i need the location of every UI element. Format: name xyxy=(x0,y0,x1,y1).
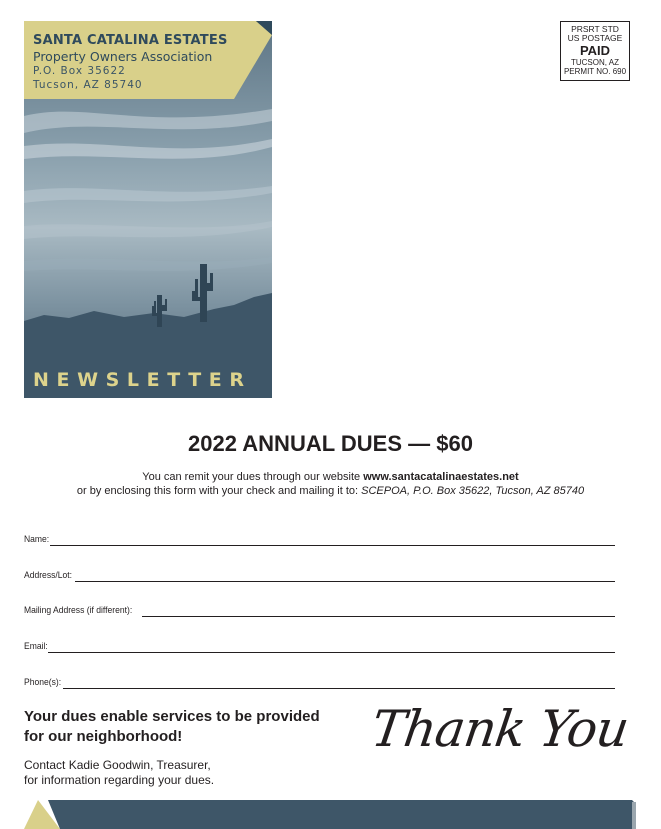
name-line[interactable] xyxy=(50,544,615,546)
email-line[interactable] xyxy=(48,651,615,653)
org-city: Tucson, AZ 85740 xyxy=(33,79,143,91)
name-label: Name: xyxy=(24,534,50,545)
newsletter-masthead: NEWSLETTER xyxy=(33,369,252,391)
mailing-address-label: Mailing Address (if different): xyxy=(24,605,133,616)
postage-line-1: PRSRT STD xyxy=(571,24,619,34)
address-label: Address/Lot: xyxy=(24,570,73,581)
contact-line-1: Contact Kadie Goodwin, Treasurer, xyxy=(24,758,211,772)
bottom-bar xyxy=(24,800,636,829)
postage-line-4: TUCSON, AZ xyxy=(570,58,619,67)
org-subtitle: Property Owners Association xyxy=(33,49,213,64)
dues-title: 2022 ANNUAL DUES — $60 xyxy=(188,431,473,456)
org-block xyxy=(33,33,228,92)
address-line[interactable] xyxy=(75,580,615,582)
org-po-box: P.O. Box 35622 xyxy=(33,65,126,77)
name-field[interactable] xyxy=(24,532,615,546)
email-label: Email: xyxy=(24,641,48,652)
website-link[interactable]: www.santacatalinaestates.net xyxy=(363,471,519,483)
remit-instructions xyxy=(0,470,661,498)
remit-text-1: You can remit your dues through our website xyxy=(142,471,364,483)
remit-text-2: or by enclosing this form with your check and mailing it to: xyxy=(76,485,362,497)
postage-line-2: US POSTAGE xyxy=(567,33,623,43)
mailing-address: SCEPOA, P.O. Box 35622, Tucson, AZ 85740 xyxy=(361,485,585,497)
services-message xyxy=(24,707,320,747)
phone-line[interactable] xyxy=(63,687,615,689)
phone-label: Phone(s): xyxy=(24,677,62,688)
services-line-2: for our neighborhood! xyxy=(24,728,183,745)
address-field[interactable] xyxy=(24,568,615,582)
org-name: SANTA CATALINA ESTATES xyxy=(33,33,228,48)
postage-permit: PERMIT NO. 690 xyxy=(563,67,627,76)
phone-field[interactable] xyxy=(24,675,615,689)
contact-info xyxy=(24,758,214,788)
mailing-address-field[interactable] xyxy=(24,603,615,617)
email-field[interactable] xyxy=(24,639,615,653)
postage-indicia xyxy=(560,21,630,81)
thank-you-script: Thank You xyxy=(367,700,632,758)
mailing-address-line[interactable] xyxy=(142,615,615,617)
services-line-1: Your dues enable services to be provided xyxy=(24,708,320,725)
postage-paid: PAID xyxy=(579,43,611,58)
contact-line-2: for information regarding your dues. xyxy=(24,773,215,787)
